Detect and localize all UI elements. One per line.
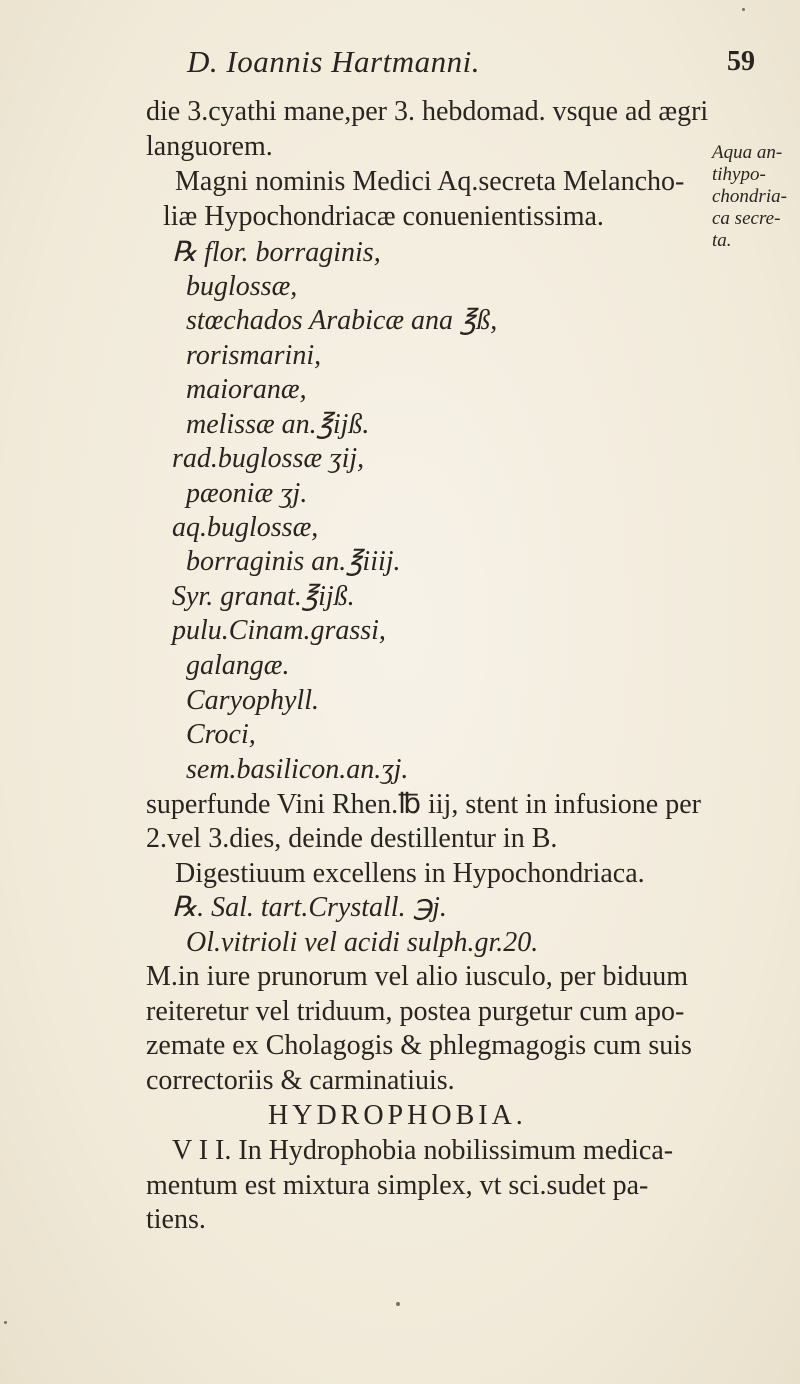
text-line: zemate ex Cholagogis & phlegmagogis cum suis xyxy=(146,1030,692,1061)
text-line: correctoriis & carminatiuis. xyxy=(146,1065,455,1096)
recipe-line: Ol.vitrioli vel acidi sulph.gr.20. xyxy=(186,927,539,958)
recipe-line: pulu.Cinam.grassi, xyxy=(172,615,386,646)
paper-speck xyxy=(4,1321,7,1324)
text-line: superfunde Vini Rhen.℔ iij, stent in infusione per xyxy=(146,789,701,820)
recipe-line: maioranæ, xyxy=(186,374,307,405)
margin-note-line: Aqua an- xyxy=(712,142,783,163)
recipe-line: Syr. granat.℥ijß. xyxy=(172,581,355,612)
recipe-line: borraginis an.℥iiij. xyxy=(186,546,401,577)
text-line: tiens. xyxy=(146,1204,206,1235)
recipe-line: sem.basilicon.an.ʒj. xyxy=(186,754,409,785)
recipe-line: melissæ an.℥ijß. xyxy=(186,409,370,440)
recipe-line: stœchados Arabicæ ana ℥ß, xyxy=(186,305,498,336)
recipe-line: rad.buglossæ ʒij, xyxy=(172,443,365,474)
recipe-line: aq.buglossæ, xyxy=(172,512,319,543)
text-line: 2.vel 3.dies, deinde destillentur in B. xyxy=(146,823,558,854)
text-line: mentum est mixtura simplex, vt sci.sudet pa- xyxy=(146,1170,649,1201)
margin-note xyxy=(712,142,800,252)
recipe-line: ℞. Sal. tart.Crystall. ℈j. xyxy=(172,892,447,923)
recipe-line: rorismarini, xyxy=(186,340,322,371)
margin-note-line: chondria- xyxy=(712,186,787,207)
recipe-line: buglossæ, xyxy=(186,271,298,302)
section-heading: HYDROPHOBIA. xyxy=(268,1100,527,1131)
text-line: die 3.cyathi mane,per 3. hebdomad. vsque ad ægri xyxy=(146,96,709,127)
page-header xyxy=(0,44,800,84)
text-line: liæ Hypochondriacæ conuenientissima. xyxy=(163,201,604,232)
text-line: reiteretur vel triduum, postea purgetur cum apo- xyxy=(146,996,685,1027)
margin-note-line: ta. xyxy=(712,230,732,251)
recipe-line: Croci, xyxy=(186,719,256,750)
text-line: M.in iure prunorum vel alio iusculo, per biduum xyxy=(146,961,689,992)
text-line: languorem. xyxy=(146,131,273,162)
margin-note-line: ca secre- xyxy=(712,208,781,229)
recipe-line: galangæ. xyxy=(186,650,290,681)
recipe-line: ℞ flor. borraginis, xyxy=(172,237,381,268)
text-line: Magni nominis Medici Aq.secreta Melancho- xyxy=(175,166,685,197)
recipe-line: pæoniæ ʒj. xyxy=(186,478,308,509)
page-number: 59 xyxy=(727,46,755,77)
margin-note-line: tihypo- xyxy=(712,164,766,185)
paper-speck xyxy=(742,8,745,11)
paper-speck xyxy=(396,1302,400,1306)
text-line: Digestiuum excellens in Hypochondriaca. xyxy=(175,858,645,889)
running-title: D. Ioannis Hartmanni. xyxy=(187,44,480,79)
recipe-line: Caryophyll. xyxy=(186,685,319,716)
text-line: V I I. In Hydrophobia nobilissimum medica- xyxy=(172,1135,674,1166)
